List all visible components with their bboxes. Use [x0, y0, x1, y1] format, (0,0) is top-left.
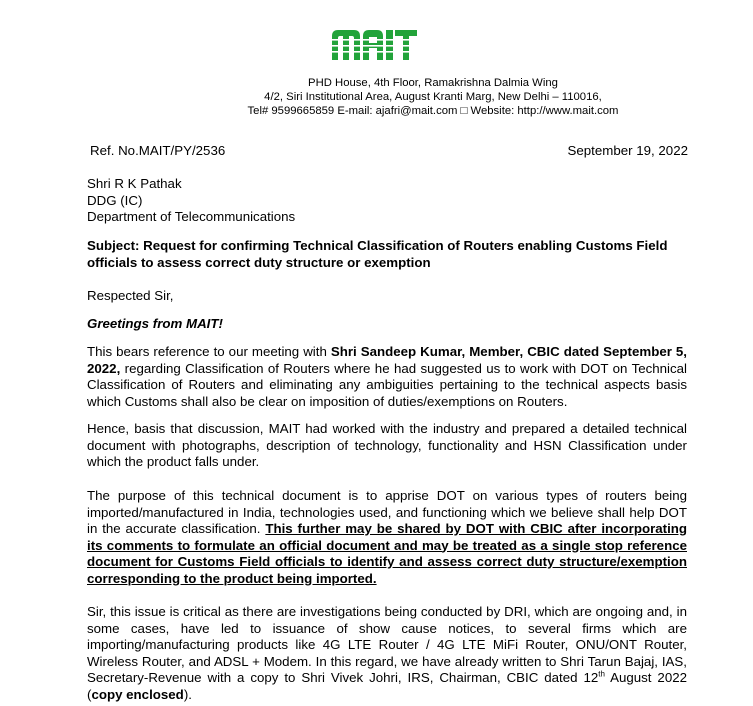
addressee-department: Department of Telecommunications [87, 209, 296, 224]
paragraph-3-start: The purpose of this technical document is to apprise DOT on various types of routers being imported/manufactured in India, technologies used, and functioning which we believe shall help DOT in the accurate classification. [87, 488, 687, 536]
addressee-name: Shri R K Pathak [87, 176, 182, 191]
reference-number: Ref. No.MAIT/PY/2536 [90, 143, 226, 158]
paragraph-4 [87, 604, 687, 703]
salutation: Respected Sir, [87, 288, 174, 303]
greeting: Greetings from MAIT! [87, 316, 223, 331]
mait-logo [330, 26, 418, 62]
subject-line: Subject: Request for confirming Technical Classification of Routers enabling Customs Field officials to assess correct duty structure or exemption [87, 238, 668, 270]
paragraph-1-end: regarding Classification of Routers where he had suggested us to work with DOT on Technical Classification of Routers and eliminating any ambiguities pertaining to the technical aspects basis which Customs shall also be clear on imposition of duties/exemptions on Routers. [87, 360, 687, 409]
paragraph-1-start: This bears reference to our meeting with [87, 344, 331, 359]
address-line-2: 4/2, Siri Institutional Area, August Kranti Marg, New Delhi – 110016, [264, 91, 602, 103]
reference-line [90, 143, 688, 159]
address-line-1: PHD House, 4th Floor, Ramakrishna Dalmia Wing [308, 77, 558, 89]
addressee-designation: DDG (IC) [87, 192, 143, 208]
paragraph-1 [87, 344, 687, 410]
addressee-block [87, 176, 295, 226]
contact-line: Tel# 9599665859 E-mail: ajafri@mait.com □ Website: http://www.mait.com [247, 105, 619, 117]
paragraph-4-mid: August 2022 ( [87, 670, 687, 702]
paragraph-4-end: ). [183, 686, 192, 702]
paragraph-3-emphasis: This further may be shared by DOT with CBIC after incorporating its comments to formulate an official document and may be treated as a single stop reference document for Customs Field officials to identify and assess correct duty structure/exemption corresponding to the product being imported. [87, 521, 688, 586]
paragraph-4-start: Sir, this issue is critical as there are investigations being conducted by DRI, which are ongoing and, in some cases, have led to issuance of show cause notices, to several firms which are importing/manufacturing products like 4G LTE Router / 4G LTE MiFi Router, ONU/ONT Router, Wireless Router, and ADSL + Modem. In this regard, we have already written to Shri Tarun Bajaj, IAS, Secretary-Revenue with a copy to Shri Vivek Johri, IRS, Chairman, CBIC dated 12 [87, 604, 687, 685]
paragraph-1-bold: Shri Sandeep Kumar, Member, CBIC dated September 5, 2022, [87, 344, 687, 376]
paragraph-3 [87, 488, 687, 587]
paragraph-2: Hence, basis that discussion, MAIT had worked with the industry and prepared a detailed technical document with photographs, description of technology, functionality and HSN Classification under which the product falls under. [87, 421, 687, 469]
letter-date: September 19, 2022 [567, 143, 688, 158]
copy-enclosed-note: copy enclosed [91, 686, 184, 702]
ordinal-suffix: th [598, 669, 605, 679]
letterhead-address [150, 76, 716, 118]
